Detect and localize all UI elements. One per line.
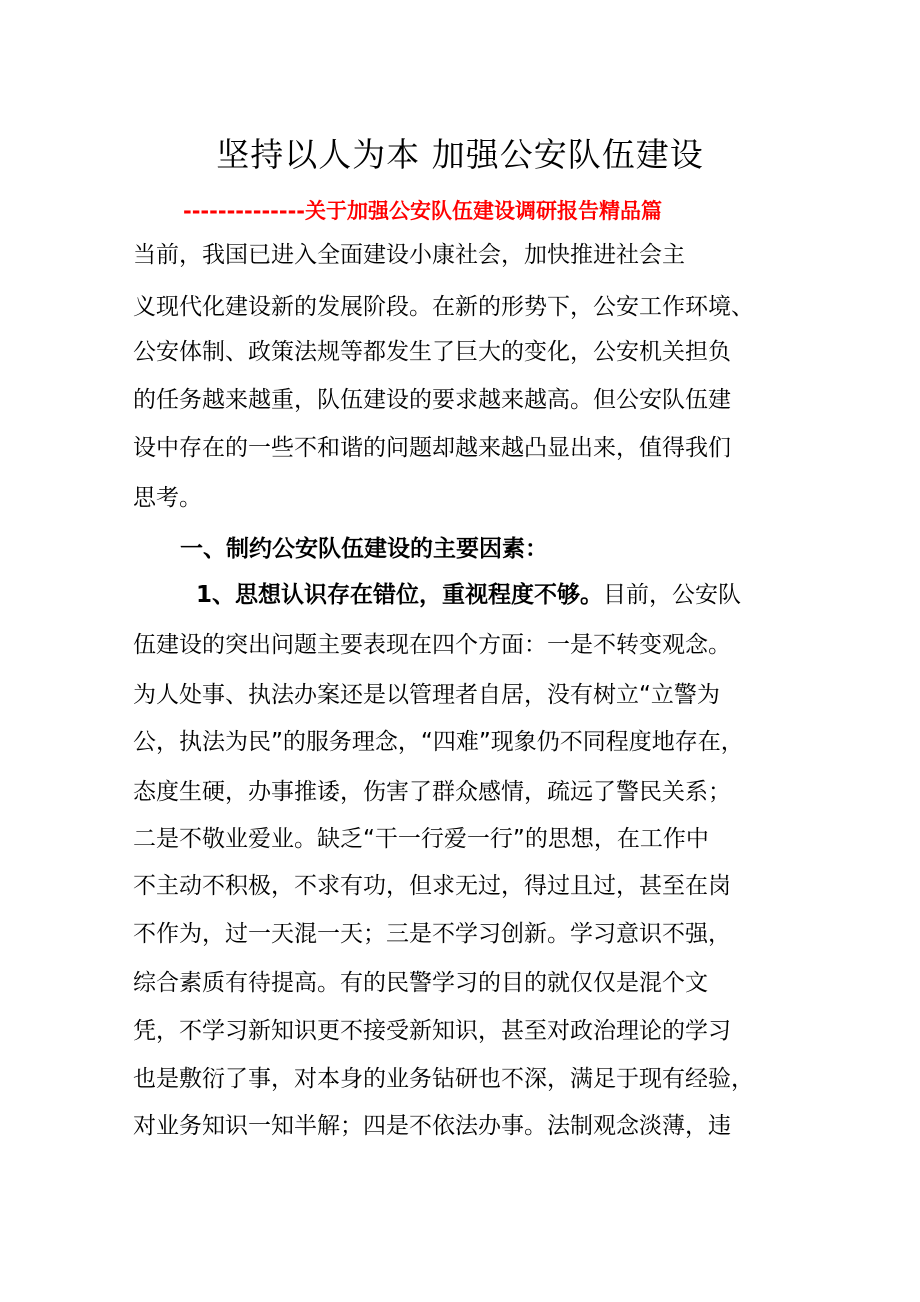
item1-bold-lead: 1、思想认识存在错位，重视程度不够。 xyxy=(196,582,604,608)
item1-line-10: 凭，不学习新知识更不接受新知识，甚至对政治理论的学习 xyxy=(133,1018,731,1044)
item1-line-8: 不作为，过一天混一天；三是不学习创新。学习意识不强， xyxy=(133,921,731,947)
item1-line-7: 不主动不积极，不求有功，但求无过，得过且过，甚至在岗 xyxy=(133,873,731,899)
item1-line-5: 态度生硬，办事推诿，伤害了群众感情，疏远了警民关系； xyxy=(133,779,731,805)
intro-line-6: 思考。 xyxy=(133,485,202,511)
item1-first-line-rest: 目前，公安队 xyxy=(603,582,742,608)
item1-line-4: 公，执法为民”的服务理念，“四难”现象仍不同程度地存在， xyxy=(133,729,744,755)
item1-line-6: 二是不敬业爱业。缺乏“干一行爱一行”的思想，在工作中 xyxy=(133,826,709,852)
item1-first-line xyxy=(196,580,741,610)
intro-line-2: 义现代化建设新的发展阶段。在新的形势下，公安工作环境、 xyxy=(133,294,754,320)
intro-line-1: 当前，我国已进入全面建设小康社会，加快推进社会主 xyxy=(133,242,685,268)
item1-line-9: 综合素质有待提高。有的民警学习的目的就仅仅是混个文 xyxy=(133,970,708,996)
intro-line-5: 设中存在的一些不和谐的问题却越来越凸显出来，值得我们 xyxy=(133,435,731,461)
document-subtitle: --------------关于加强公安队伍建设调研报告精品篇 xyxy=(183,199,663,223)
item1-line-12: 对业务知识一知半解；四是不依法办事。法制观念淡薄，违 xyxy=(133,1113,731,1139)
item1-line-2: 伍建设的突出问题主要表现在四个方面：一是不转变观念。 xyxy=(133,632,731,658)
item1-line-11: 也是敷衍了事，对本身的业务钻研也不深，满足于现有经验， xyxy=(133,1066,754,1092)
document-title: 坚持以人为本 加强公安队伍建设 xyxy=(216,135,704,174)
intro-line-4: 的任务越来越重，队伍建设的要求越来越高。但公安队伍建 xyxy=(133,387,731,413)
intro-line-3: 公安体制、政策法规等都发生了巨大的变化，公安机关担负 xyxy=(133,339,731,365)
section-heading: 一、制约公安队伍建设的主要因素： xyxy=(180,536,548,562)
item1-line-3: 为人处事、执法办案还是以管理者自居，没有树立“立警为 xyxy=(133,682,720,708)
